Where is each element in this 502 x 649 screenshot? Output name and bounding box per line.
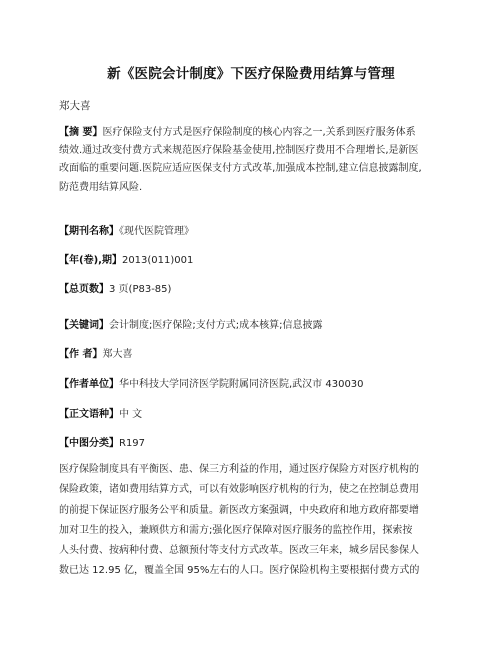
body-paragraph	[59, 460, 443, 582]
pages-label: 【总页数】	[59, 284, 109, 295]
body-line: 的前提下保证医疗服务公平和质量。新医改方案强调，中央政府和地方政府都要增	[59, 504, 419, 516]
classification-field	[59, 434, 145, 449]
body-line: 数已达 12.95 亿，覆盖全国 95%左右的人口。医疗保险机构主要根据付费方式的	[59, 565, 420, 577]
language-value: 中 文	[119, 409, 143, 420]
journal-field	[59, 222, 194, 237]
abstract-line: 改面临的重要问题.医院应适应医保支付方式改革,加强成本控制,建立信息披露制度,	[59, 163, 422, 175]
issue-value: 2013(011)001	[121, 255, 194, 266]
language-field	[59, 405, 142, 420]
affiliation-field	[59, 375, 364, 390]
keywords-label: 【关键词】	[59, 320, 109, 331]
article-author: 郑大喜	[59, 100, 91, 112]
journal-value: 《现代医院管理》	[119, 226, 194, 237]
keywords-value: 会计制度;医疗保险;支付方式;成本核算;信息披露	[109, 320, 323, 331]
keywords-field	[59, 316, 322, 331]
body-line: 医疗保险制度具有平衡医、患、保三方利益的作用，通过医疗保险方对医疗机构的	[59, 464, 419, 475]
body-line: 人头付费、按病种付费、总额预付等支付方式改革。医改三年来，城乡居民参保人	[59, 545, 419, 557]
pages-value: 3 页(P83-85)	[109, 284, 172, 295]
language-label: 【正文语种】	[59, 409, 119, 420]
abstract-line: 防范费用结算风险.	[59, 181, 143, 193]
abstract-line: 医疗保险支付方式是医疗保险制度的核心内容之一,关系到医疗服务体系	[102, 127, 416, 138]
author-value: 郑大喜	[102, 349, 133, 360]
abstract-label: 【摘 要】	[59, 127, 103, 138]
abstract-line: 绩效.通过改变付费方式来规范医疗保险基金使用,控制医疗费用不合理增长,是新医	[59, 145, 419, 157]
pages-field	[59, 280, 171, 295]
body-line: 加对卫生的投入，兼顾供方和需方;强化医疗保障对医疗服务的监控作用，探索按	[59, 524, 413, 536]
author-field	[59, 345, 132, 360]
issue-label: 【年(卷),期】	[59, 255, 122, 266]
abstract-section	[59, 124, 443, 197]
classification-label: 【中图分类】	[59, 438, 119, 449]
body-line: 保险政策，诸如费用结算方式，可以有效影响医疗机构的行为，使之在控制总费用	[59, 484, 419, 496]
affiliation-value: 华中科技大学同济医学院附属同济医院,武汉市 430030	[119, 379, 364, 390]
journal-label: 【期刊名称】	[59, 226, 119, 237]
article-title: 新《医院会计制度》下医疗保险费用结算与管理	[107, 66, 395, 82]
author-label: 【作 者】	[59, 349, 103, 360]
classification-value: R197	[119, 438, 146, 449]
issue-field	[59, 251, 193, 266]
affiliation-label: 【作者单位】	[59, 379, 119, 390]
